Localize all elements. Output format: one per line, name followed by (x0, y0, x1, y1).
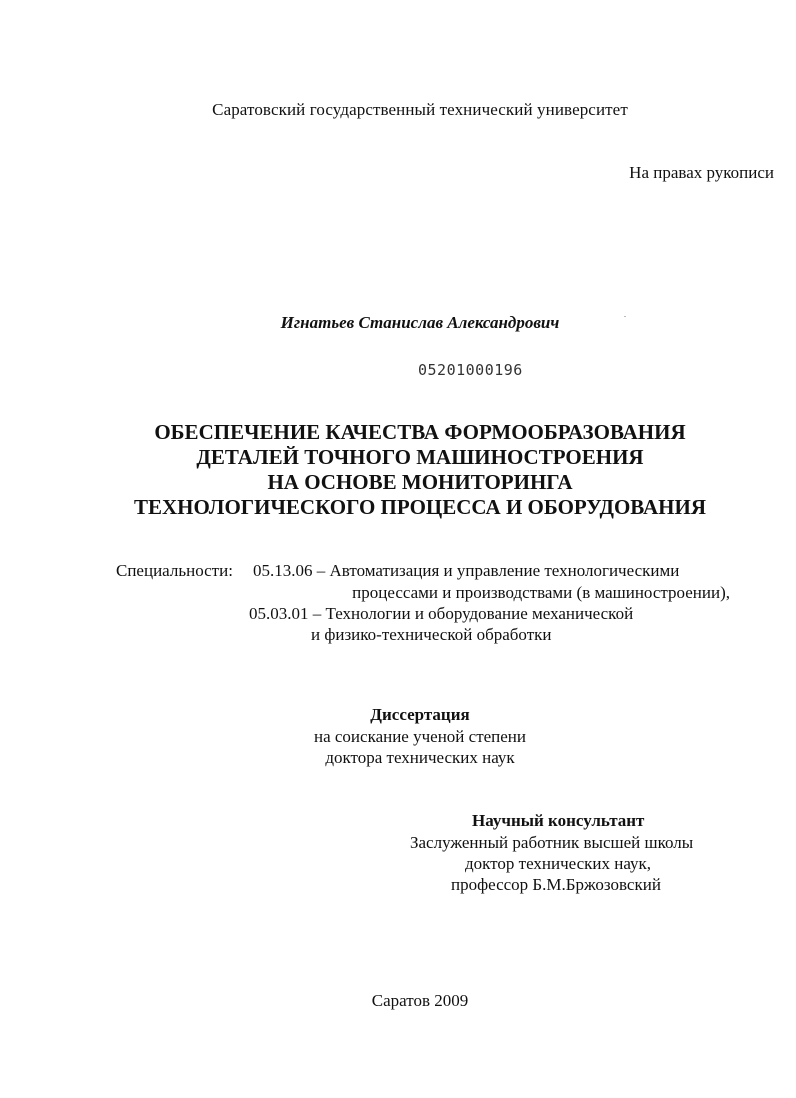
specialties-label: Специальности: (116, 561, 233, 580)
title-line: ОБЕСПЕЧЕНИЕ КАЧЕСТВА ФОРМООБРАЗОВАНИЯ (154, 420, 686, 444)
title-line: ДЕТАЛЕЙ ТОЧНОГО МАШИНОСТРОЕНИЯ (196, 445, 644, 469)
dissertation-title (0, 420, 796, 520)
manuscript-rights-note: На правах рукописи (629, 163, 774, 182)
specialty-line: и физико-технической обработки (311, 625, 552, 644)
author-name: Игнатьев Станислав Александрович (280, 313, 560, 332)
consultant-line: Заслуженный работник высшей школы (410, 833, 694, 852)
specialty-line: 05.13.06 – Автоматизация и управление технологическими (253, 561, 680, 580)
title-line: ТЕХНОЛОГИЧЕСКОГО ПРОЦЕССА И ОБОРУДОВАНИЯ (134, 495, 706, 519)
title-line: НА ОСНОВЕ МОНИТОРИНГА (267, 470, 573, 494)
university-name: Саратовский государственный технический университет (212, 100, 628, 119)
degree-line: на соискание ученой степени (313, 727, 527, 746)
specialty-line: 05.03.01 – Технологии и оборудование механической (249, 604, 634, 623)
city-year: Саратов 2009 (371, 991, 469, 1010)
dissertation-heading: Диссертация (370, 705, 470, 724)
consultant-heading: Научный консультант (472, 811, 645, 830)
consultant-line: профессор Б.М.Бржозовский (451, 875, 661, 894)
specialty-line: процессами и производствами (в машиностроении), (352, 583, 730, 602)
consultant-line: доктор технических наук, (465, 854, 652, 873)
degree-line: доктора технических наук (325, 748, 515, 767)
library-stamp-number: 05201000196 (418, 361, 523, 379)
